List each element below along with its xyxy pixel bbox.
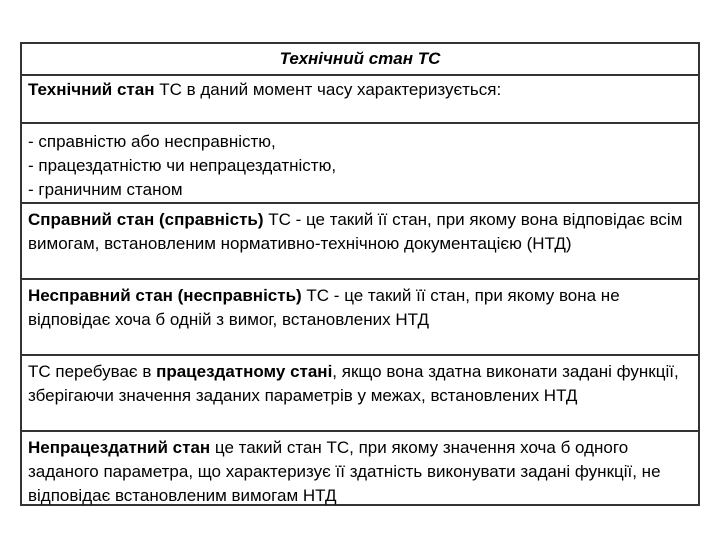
intro-row <box>22 74 698 122</box>
inoperable-definition: це такий стан ТС, при якому значення хоча б одного заданого параметра, що характеризує її здатність виконувати задані функції, не відповідає встановленим вимогам НТД <box>28 438 661 505</box>
definitions-table <box>20 42 700 506</box>
serviceable-row <box>22 202 698 278</box>
intro-text <box>28 78 692 102</box>
operable-definition: , якщо вона здатна виконати задані функції, зберігаючи значення заданих параметрів у межах, встановлених НТД <box>28 362 679 405</box>
list-item: - працездатністю чи непрацездатністю, <box>28 156 337 175</box>
intro-rest: ТС в даний момент часу характеризується: <box>154 80 502 99</box>
faulty-definition: ТС - це такий її стан, при якому вона не відповідає хоча б одній з вимог, встановлених НТД <box>28 286 620 329</box>
faulty-row <box>22 278 698 354</box>
serviceable-term: Справний стан (справність) <box>28 210 264 229</box>
operable-text <box>28 360 692 408</box>
operable-lead: ТС перебуває в <box>28 362 157 381</box>
operable-term: працездатному стані <box>156 362 333 381</box>
inoperable-term: Непрацездатний стан <box>28 438 211 457</box>
inoperable-text <box>28 436 692 508</box>
operable-row <box>22 354 698 430</box>
table-title: Технічний стан ТС <box>279 49 441 68</box>
faulty-term: Несправний стан (несправність) <box>28 286 302 305</box>
list-item: - граничним станом <box>28 180 183 199</box>
intro-term: Технічний стан <box>28 80 155 99</box>
serviceable-text <box>28 208 692 256</box>
list-item: - справністю або несправністю, <box>28 132 276 151</box>
inoperable-row <box>22 430 698 504</box>
faulty-text <box>28 284 692 332</box>
states-list-row <box>22 122 698 202</box>
serviceable-definition: ТС - це такий її стан, при якому вона відповідає всім вимогам, встановленим нормативно-технічною документацією (НТД) <box>28 210 683 253</box>
